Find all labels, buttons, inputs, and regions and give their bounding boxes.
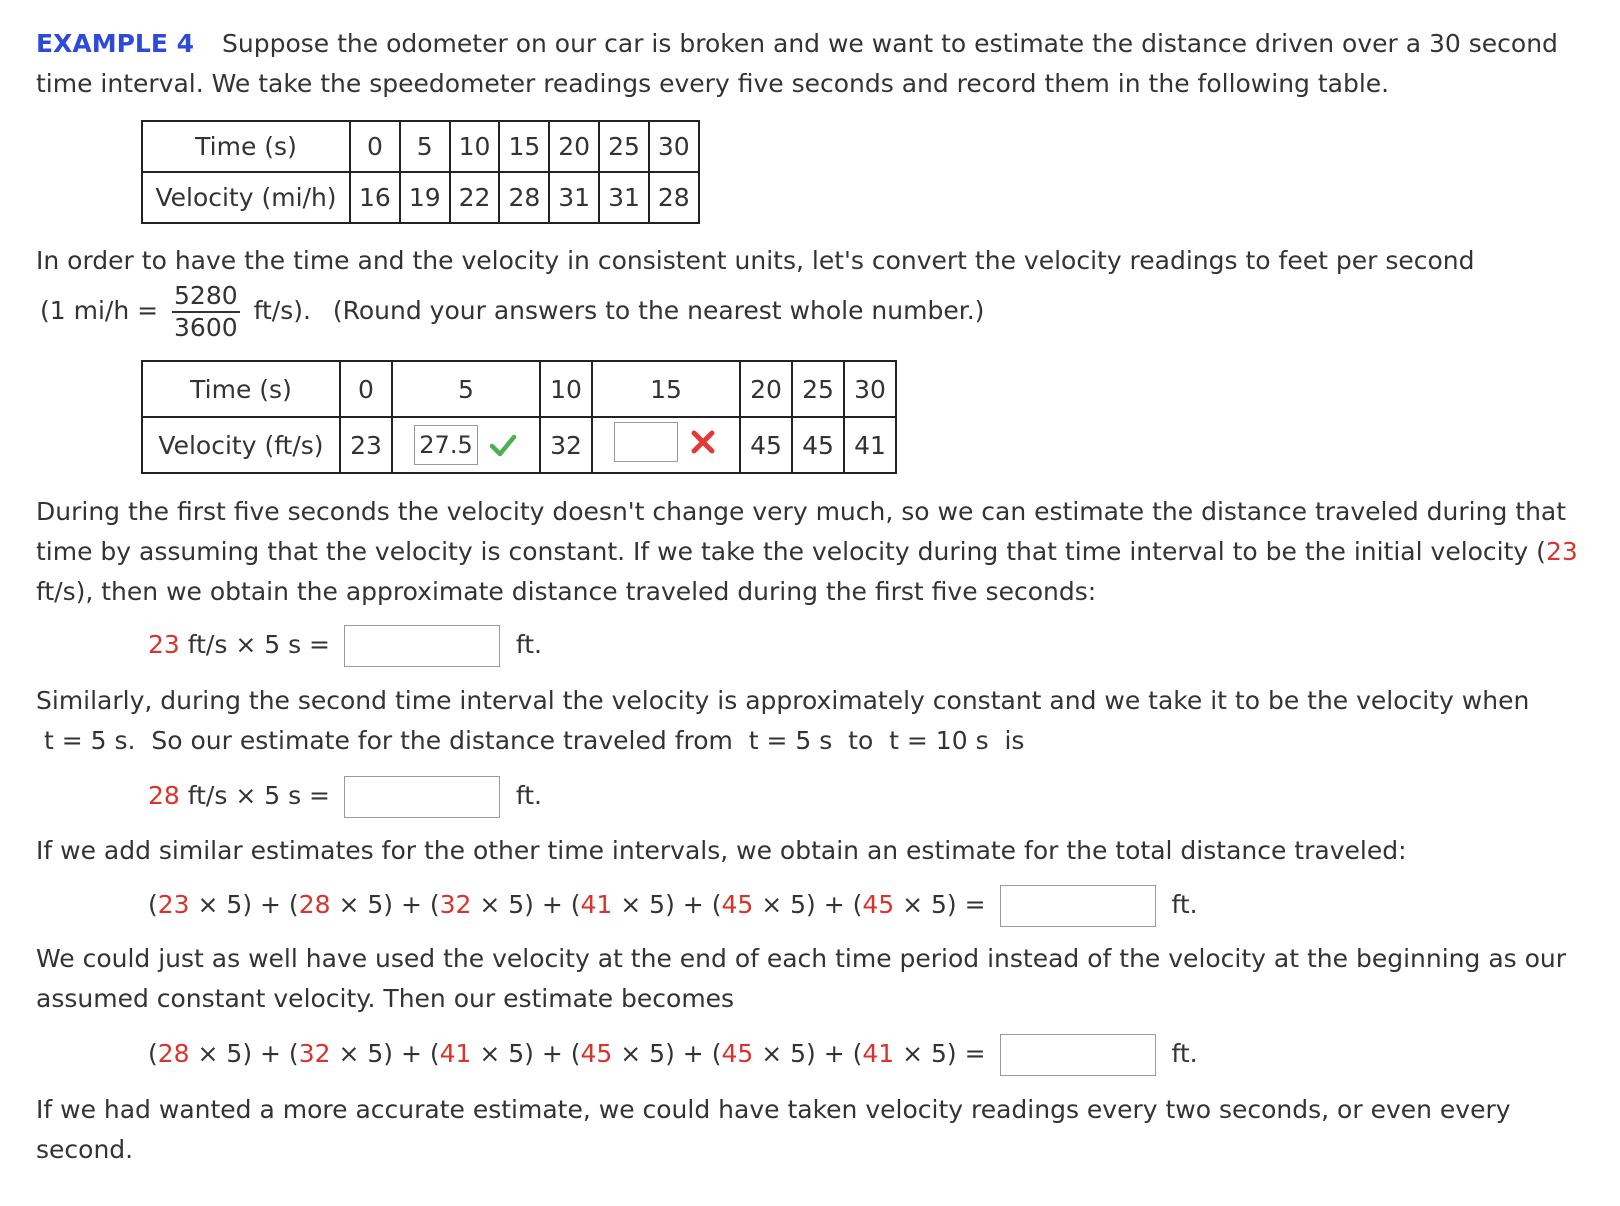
paragraph-text: ( [1528,537,1546,566]
total-estimate-paragraph [36,831,1611,871]
fraction-numerator: 5280 [172,281,240,313]
paragraph-text: If we add similar estimates for the other time intervals, we obtain an estimate for the total distance traveled: [36,836,1407,865]
fraction-denominator: 3600 [174,313,238,342]
unit-label: ft. [1171,1039,1198,1068]
conversion-suffix: ft/s). [253,296,311,325]
sum-operator: × 5) [330,890,393,919]
sum-term-value: 28 [298,890,331,919]
table-row [142,172,699,223]
table-cell: 31 [599,172,649,223]
right-sum-equation: (28 × 5) + (32 × 5) + (41 × 5) + (45 × 5) + (45 × 5) + (41 × 5) = ft. [148,1034,1198,1076]
table-cell: 45 [792,417,844,473]
sum-operator: + [674,1039,712,1068]
table-cell: 41 [844,417,896,473]
distance-second-interval-input[interactable] [344,776,500,818]
table-cell: 20 [549,121,599,172]
table-cell: 19 [400,172,450,223]
speedometer-table-mph [141,120,700,224]
row-label-velocity: Velocity (mi/h) [142,172,350,223]
paragraph-text: ft/s), [36,577,94,606]
rounding-note: (Round your answers to the nearest whole number.) [332,296,985,325]
conversion-fraction [172,281,240,343]
sum-operator: + [815,890,853,919]
table-cell: 22 [450,172,500,223]
paragraph-text: then we obtain the approximate distance traveled during the first five seconds: [93,577,1097,606]
equation-second-interval [148,776,542,818]
constant-velocity-paragraph [36,492,1611,612]
sum-term-value: 45 [721,890,754,919]
velocity-5s-input[interactable]: 27.5 [414,425,478,465]
sum-operator: + [252,1039,289,1068]
paragraph-text: If we had wanted a more accurate estimate, we could have taken velocity readings every two seconds, or even every second. [36,1095,1511,1164]
table-cell: 0 [340,361,392,417]
conversion-formula [40,281,984,343]
sum-term-value: 32 [298,1039,331,1068]
table-cell: 30 [649,121,699,172]
sum-term-value: 41 [439,1039,472,1068]
sum-operator: = [956,890,986,919]
sum-operator: + [533,1039,571,1068]
table-cell: 5 [392,361,540,417]
sum-operator: × 5) [753,1039,816,1068]
unit-label: ft. [515,781,543,810]
table-cell: 5 [400,121,450,172]
sum-term-value: 45 [580,1039,613,1068]
row-label-velocity: Velocity (ft/s) [142,417,340,473]
sum-operator: + [674,890,712,919]
table-row [142,121,699,172]
sum-term-value: 32 [439,890,472,919]
sum-term-value: 45 [862,890,895,919]
conversion-paragraph [36,241,1611,281]
equation-text: ft/s × 5 s = [179,781,330,810]
row-label-time: Time (s) [142,361,340,417]
table-cell: 31 [549,172,599,223]
equation-text: ft/s × 5 s = [179,630,330,659]
velocity-table-fts [141,360,897,474]
paragraph-text: t = 5 s. So our estimate for the distance traveled from t = 5 s to t = 10 s is [44,726,1025,755]
table-cell: 32 [540,417,592,473]
table-row [142,417,896,473]
sum-operator: = [956,1039,986,1068]
table-cell: 10 [540,361,592,417]
sum-operator: × 5) [189,1039,253,1068]
table-cell: 15 [499,121,549,172]
table-cell: 16 [350,172,400,223]
table-cell: 45 [740,417,792,473]
sum-term-value: 45 [721,1039,754,1068]
sum-term-value: 41 [580,890,613,919]
paragraph-text: Similarly, during the second time interval the velocity is approximately constant and we take it to be the velocity when [36,686,1530,715]
distance-first-interval-input[interactable] [344,625,500,667]
sum-operator: + [815,1039,853,1068]
second-interval-line [44,721,1024,761]
answer-cell-15s [592,417,740,473]
conversion-prefix: (1 mi/h = [40,296,159,325]
conversion-text: In order to have the time and the velocity in consistent units, let's convert the velocity readings to feet per second [36,246,1475,275]
velocity-15s-input[interactable] [614,422,678,462]
second-interval-paragraph [36,681,1611,721]
paragraph-text: During the first five seconds the velocity doesn't change very much, so we can estimate the distance traveled during that time by assuming that the velocity is constant. If we take the velocity during that time interval to be the initial velocity [36,497,1567,566]
answer-cell-5s [392,417,540,473]
checkmark-icon [488,430,518,460]
sum-operator: × 5) [894,1039,957,1068]
sum-operator: + [393,890,430,919]
table-cell: 28 [649,172,699,223]
sum-operator: + [533,890,571,919]
unit-label: ft. [515,630,543,659]
sum-operator: + [393,1039,430,1068]
equation-first-interval [148,625,542,667]
sum-term-value: 23 [157,890,190,919]
accuracy-paragraph [36,1090,1611,1170]
table-cell: 28 [499,172,549,223]
left-sum-equation: (23 × 5) + (28 × 5) + (32 × 5) + (41 × 5) + (45 × 5) + (45 × 5) = ft. [148,885,1198,927]
table-cell: 23 [340,417,392,473]
sum-operator: × 5) [189,890,253,919]
table-cell: 10 [450,121,500,172]
intro-paragraph [36,24,1611,104]
highlight-value: 23 [148,630,180,659]
intro-text: Suppose the odometer on our car is broken and we want to estimate the distance driven over a 30 second time interval. We take the speedometer readings every five seconds and record them in the following table. [36,29,1558,98]
example-label: EXAMPLE 4 [36,29,195,58]
sum-operator: × 5) [753,890,816,919]
table-cell: 0 [350,121,400,172]
row-label-time: Time (s) [142,121,350,172]
total-distance-left-input[interactable] [1000,885,1156,927]
table-cell: 25 [599,121,649,172]
end-velocity-paragraph [36,939,1611,1019]
highlight-value: 28 [148,781,180,810]
table-cell: 20 [740,361,792,417]
paragraph-text: We could just as well have used the velocity at the end of each time period instead of the velocity at the beginning as our assumed constant velocity. Then our estimate becomes [36,944,1567,1013]
table-row [142,361,896,417]
x-mark-icon [688,427,718,457]
total-distance-right-input[interactable] [1000,1034,1156,1076]
sum-operator: × 5) [471,890,534,919]
sum-operator: × 5) [471,1039,534,1068]
sum-operator: × 5) [330,1039,393,1068]
highlight-value: 23 [1545,537,1578,566]
sum-term-value: 41 [862,1039,895,1068]
sum-operator: × 5) [612,1039,675,1068]
sum-operator: × 5) [612,890,675,919]
sum-operator: × 5) [894,890,957,919]
sum-operator: + [252,890,289,919]
unit-label: ft. [1171,890,1198,919]
table-cell: 30 [844,361,896,417]
table-cell: 15 [592,361,740,417]
table-cell: 25 [792,361,844,417]
sum-term-value: 28 [157,1039,190,1068]
